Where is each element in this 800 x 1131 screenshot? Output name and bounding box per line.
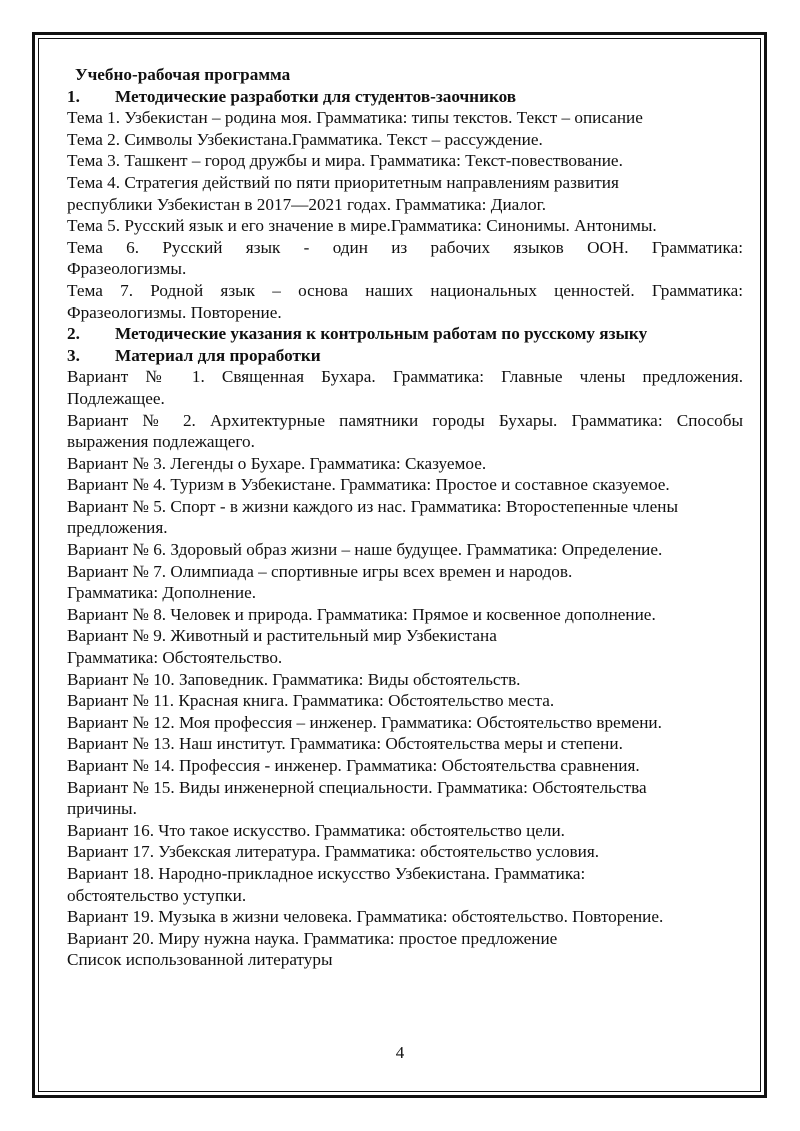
variant-line: Вариант № 11. Красная книга. Грамматика: Обстоятельство места. — [67, 691, 555, 711]
variant-line: Вариант № 1. Священная Бухара. Грамматика: Главные члены предложения. — [67, 367, 743, 387]
variant-line: выражения подлежащего. — [67, 432, 255, 452]
topic-line: Тема 5. Русский язык и его значение в мире.Грамматика: Синонимы. Антонимы. — [67, 216, 657, 236]
section-3-heading — [67, 345, 743, 367]
section-3-number: 3. — [67, 345, 80, 365]
variant-line: Вариант № 2. Архитектурные памятники городы Бухары. Грамматика: Способы — [67, 410, 743, 430]
topic-line: республики Узбекистан в 2017—2021 годах. Грамматика: Диалог. — [67, 194, 546, 214]
variant-line: Вариант № 8. Человек и природа. Грамматика: Прямое и косвенное дополнение. — [67, 604, 656, 624]
topic-line: Фразеологизмы. — [67, 259, 187, 279]
variant-line: Вариант № 3. Легенды о Бухаре. Грамматика: Сказуемое. — [67, 453, 487, 473]
topic-line: Тема 7. Родной язык – основа наших национальных ценностей. Грамматика: — [67, 280, 743, 300]
variant-line: Вариант № 7. Олимпиада – спортивные игры всех времен и народов. — [67, 561, 573, 581]
topic-line: Тема 3. Ташкент – город дружбы и мира. Грамматика: Текст-повествование. — [67, 151, 623, 171]
document-body — [67, 64, 743, 971]
references-heading: Список использованной литературы — [67, 950, 333, 970]
variant-line: Вариант 20. Миру нужна наука. Грамматика: простое предложение — [67, 928, 558, 948]
variant-line: причины. — [67, 799, 137, 819]
variant-line: Вариант № 15. Виды инженерной специальности. Грамматика: Обстоятельства — [67, 777, 647, 797]
variant-line: Вариант № 14. Профессия - инженер. Грамматика: Обстоятельства сравнения. — [67, 756, 640, 775]
section-1-title: Методические разработки для студентов-заочников — [115, 86, 517, 106]
variant-line: Вариант № 13. Наш институт. Грамматика: Обстоятельства меры и степени. — [67, 734, 623, 754]
variant-line: Вариант 17. Узбекская литература. Грамматика: обстоятельство условия. — [67, 842, 600, 862]
variant-line: Вариант № 10. Заповедник. Грамматика: Виды обстоятельств. — [67, 669, 521, 689]
variant-line: Вариант № 9. Животный и растительный мир Узбекистана — [67, 626, 497, 646]
page-number: 4 — [395, 1043, 405, 1062]
variant-line: Грамматика: Обстоятельство. — [67, 648, 283, 668]
topic-line: Тема 2. Символы Узбекистана.Грамматика. Текст – рассуждение. — [67, 129, 543, 149]
topic-line: Фразеологизмы. Повторение. — [67, 302, 282, 322]
variant-line: Вариант 18. Народно-прикладное искусство Узбекистана. Грамматика: — [67, 863, 586, 883]
variant-line: Грамматика: Дополнение. — [67, 583, 257, 603]
variant-line: Подлежащее. — [67, 388, 165, 408]
variant-line: Вариант № 6. Здоровый образ жизни – наше будущее. Грамматика: Определение. — [67, 540, 663, 560]
variant-line: Вариант № 5. Спорт - в жизни каждого из нас. Грамматика: Второстепенные члены — [67, 496, 679, 516]
variant-line: Вариант № 12. Моя профессия – инженер. Грамматика: Обстоятельство времени. — [67, 712, 662, 732]
section-1-number: 1. — [67, 86, 80, 106]
section-2-number: 2. — [67, 324, 80, 344]
section-3-title: Материал для проработки — [115, 345, 321, 365]
section-2-heading — [67, 323, 743, 345]
document-title: Учебно-рабочая программа — [75, 65, 291, 84]
variant-line: Вариант 19. Музыка в жизни человека. Грамматика: обстоятельство. Повторение. — [67, 907, 664, 927]
section-1-heading — [67, 86, 743, 108]
variant-line: предложения. — [67, 518, 168, 538]
variant-line: Вариант № 4. Туризм в Узбекистане. Грамматика: Простое и составное сказуемое. — [67, 475, 670, 495]
section-2-title: Методические указания к контрольным работам по русскому языку — [115, 324, 648, 344]
topic-line: Тема 6. Русский язык - один из рабочих языков ООН. Грамматика: — [67, 237, 743, 257]
topic-line: Тема 1. Узбекистан – родина моя. Грамматика: типы текстов. Текст – описание — [67, 108, 643, 128]
variant-line: Вариант 16. Что такое искусство. Грамматика: обстоятельство цели. — [67, 820, 565, 840]
topic-line: Тема 4. Стратегия действий по пяти приоритетным направлениям развития — [67, 172, 619, 192]
variant-line: обстоятельство уступки. — [67, 885, 247, 905]
